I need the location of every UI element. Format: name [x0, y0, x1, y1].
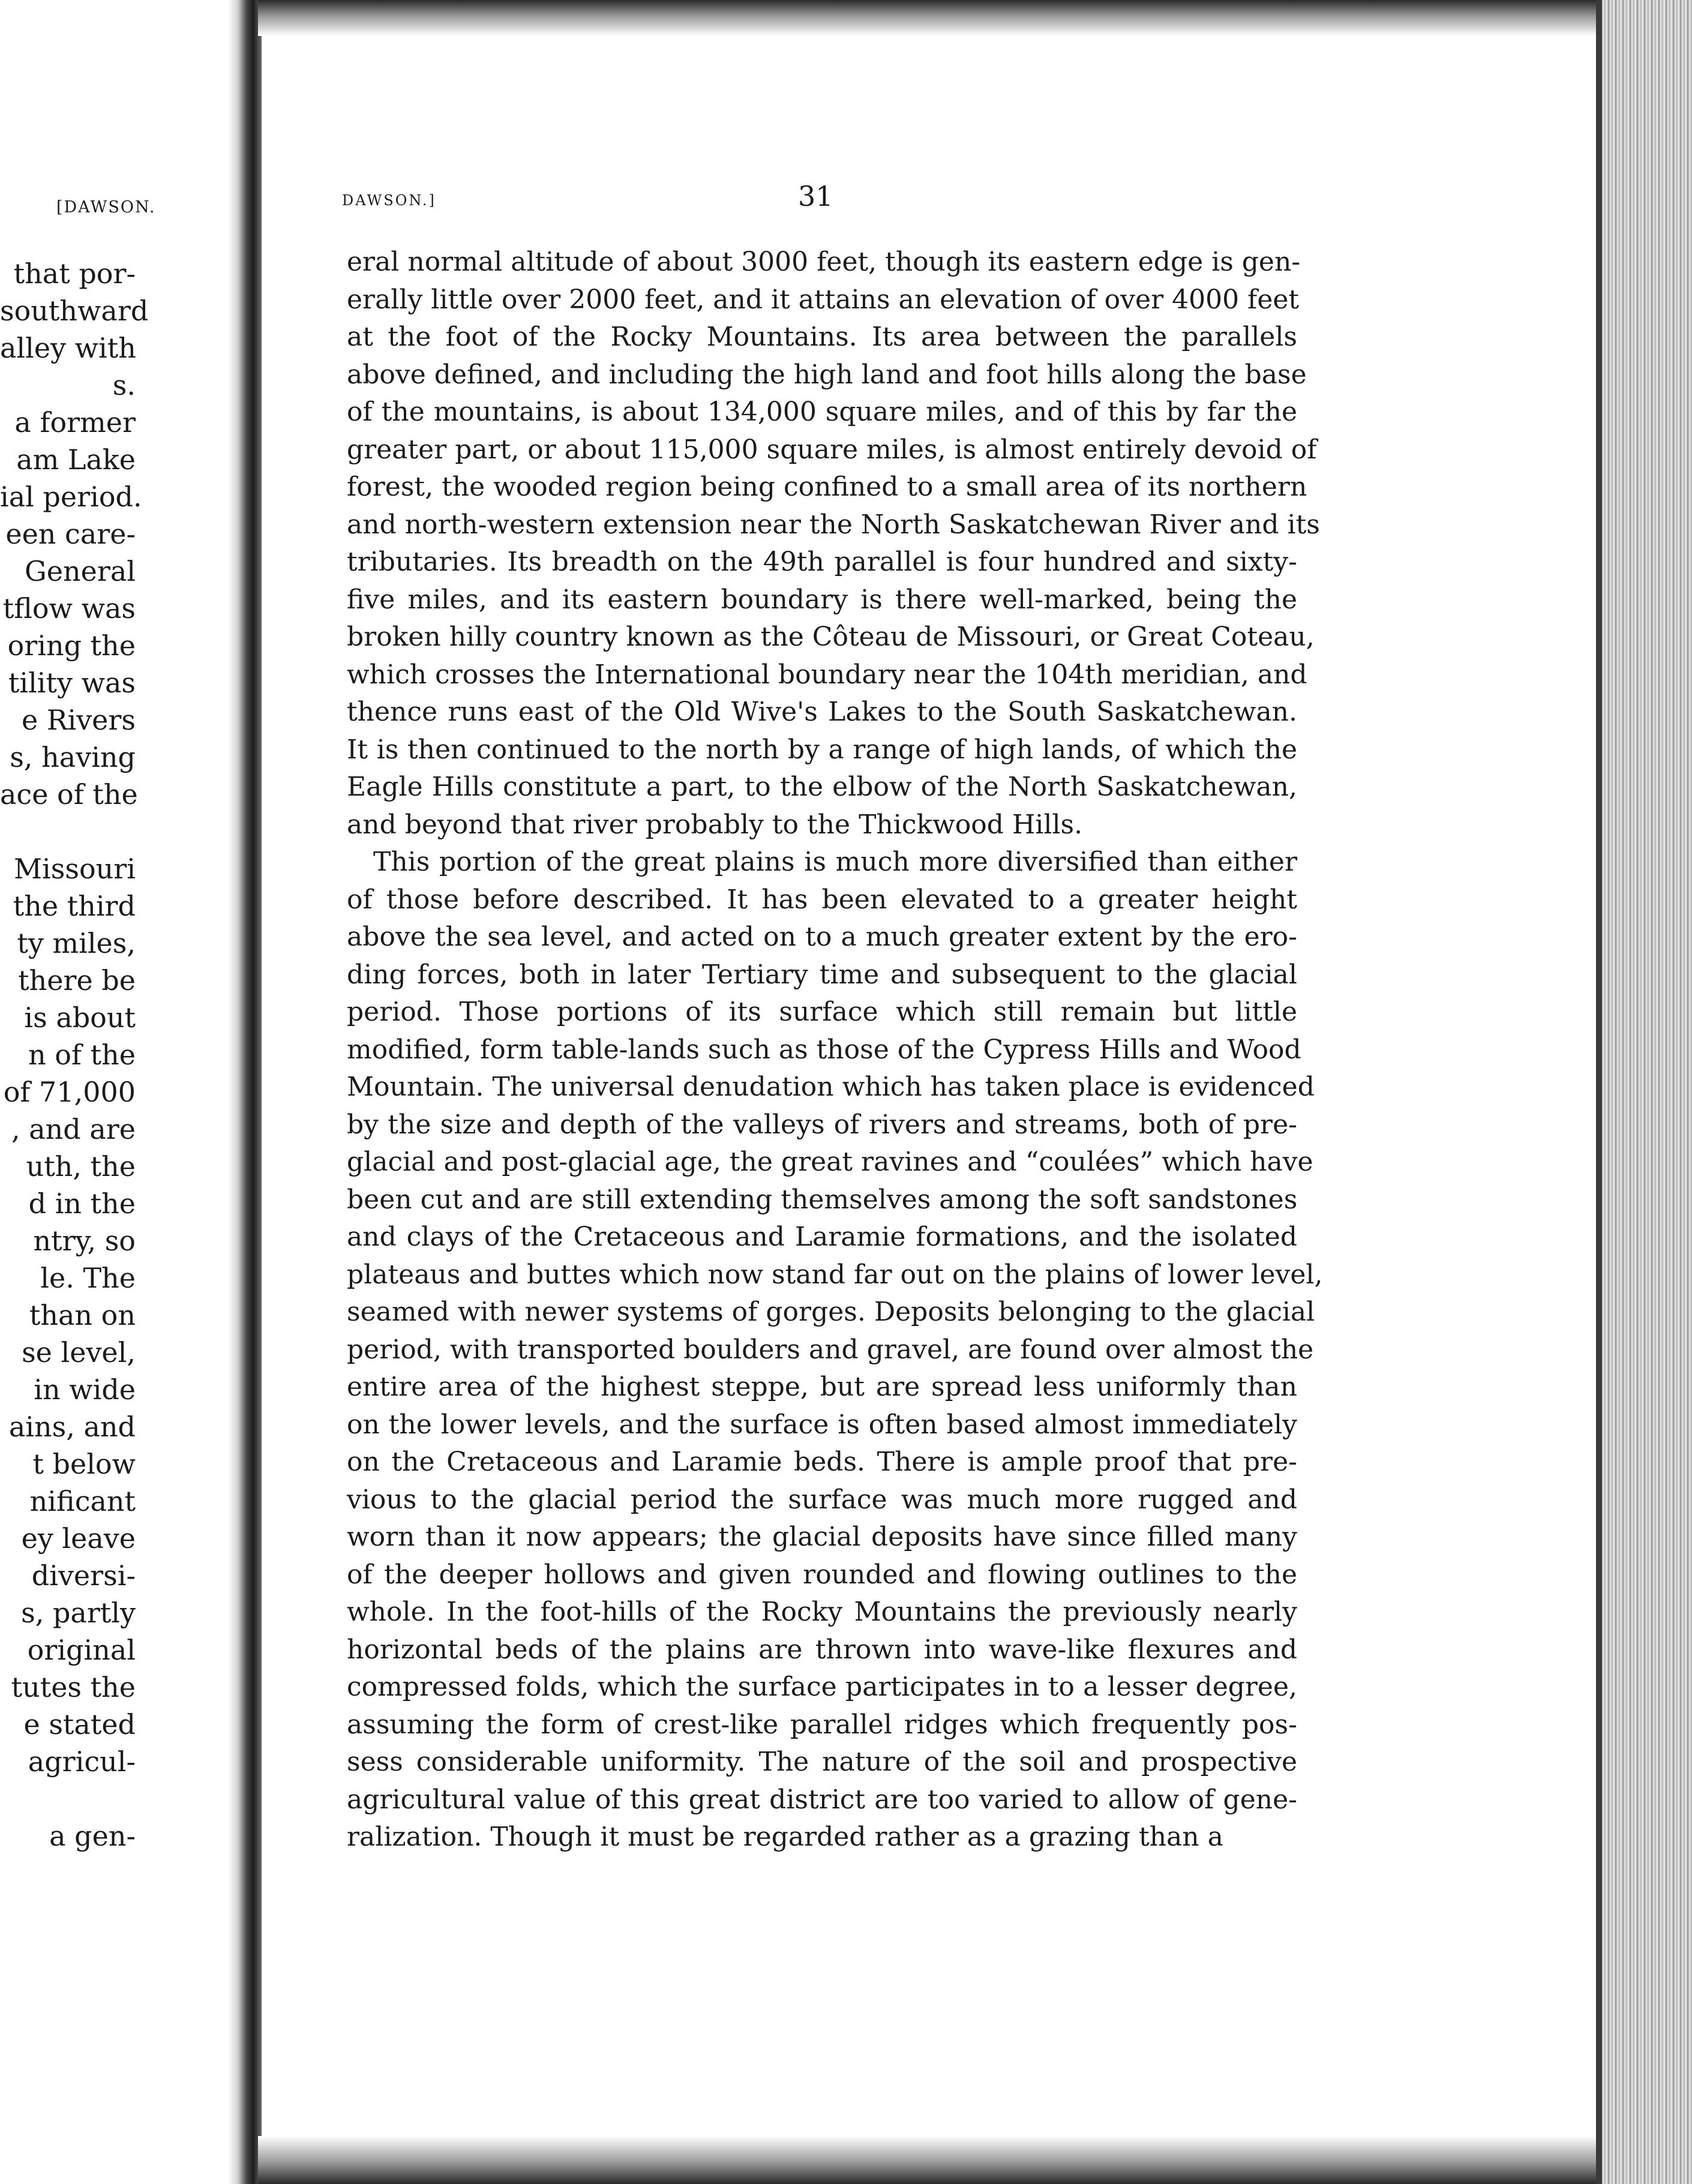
text-line: sess considerable uniformity. The nature of the soil and prospective [347, 1747, 1297, 1777]
text-line: at the foot of the Rocky Mountains. Its area between the parallels [347, 322, 1297, 352]
left-text-line: ains, and [8, 1411, 136, 1443]
left-text-line: a gen- [49, 1820, 136, 1852]
text-line: entire area of the highest steppe, but are spread less uniformly than [347, 1372, 1297, 1402]
left-text-line: in wide [34, 1373, 136, 1406]
text-line: above the sea level, and acted on to a much greater extent by the ero- [347, 922, 1297, 952]
left-text-line: diversi- [31, 1559, 136, 1592]
left-text-line: of 71,000 [3, 1076, 136, 1108]
left-text-line: s. [112, 369, 136, 401]
left-text-line: is about [24, 1001, 136, 1034]
text-line: eral normal altitude of about 3000 feet, though its eastern edge is gen- [347, 247, 1301, 277]
left-text-line: een care- [5, 518, 136, 550]
text-line: horizontal beds of the plains are thrown into wave-like flexures and [347, 1634, 1297, 1665]
running-head: DAWSON.] [342, 192, 436, 209]
left-text-line: alley with [0, 332, 136, 364]
text-line: five miles, and its eastern boundary is there well-marked, being the [347, 584, 1297, 615]
page-edge-bottom [258, 2136, 1602, 2184]
left-text-line: le. The [40, 1262, 136, 1294]
left-running-head: [DAWSON. [56, 198, 156, 217]
text-line: and beyond that river probably to the Thickwood Hills. [347, 809, 1083, 840]
left-text-line: nificant [29, 1485, 136, 1517]
left-text-line: tility was [8, 667, 136, 699]
text-line: It is then continued to the north by a range of high lands, of which the [347, 734, 1297, 765]
text-line: on the lower levels, and the surface is often based almost immediately [347, 1409, 1297, 1440]
left-text-line: than on [29, 1299, 136, 1331]
text-line: erally little over 2000 feet, and it attains an elevation of over 4000 feet [347, 284, 1300, 315]
left-text-line: ial period. [0, 481, 142, 513]
left-text-line [0, 1780, 136, 1817]
left-text-line: e stated [23, 1708, 136, 1741]
text-line: ralization. Though it must be regarded rather as a grazing than a [347, 1822, 1223, 1852]
text-line: period, with transported boulders and gravel, are found over almost the [347, 1334, 1314, 1365]
left-text-line: original [27, 1634, 136, 1666]
left-text-line: s, partly [21, 1597, 136, 1629]
text-line: compressed folds, which the surface participates in to a lesser degree, [347, 1672, 1297, 1702]
left-text-line: tflow was [2, 592, 136, 625]
text-line: broken hilly country known as the Côteau de Missouri, or Great Coteau, [347, 622, 1315, 652]
text-line: tributaries. Its breadth on the 49th parallel is four hundred and sixty- [347, 547, 1297, 577]
left-page-text [0, 255, 149, 1855]
text-line: vious to the glacial period the surface was much more rugged and [347, 1484, 1297, 1515]
left-text-line: ntry, so [33, 1225, 136, 1257]
left-text-line: uth, the [26, 1150, 136, 1183]
left-text-line: tutes the [11, 1671, 136, 1703]
page-body-text [347, 244, 1323, 1856]
text-line: worn than it now appears; the glacial deposits have since filled many [347, 1522, 1297, 1552]
text-line: plateaus and buttes which now stand far out on the plains of lower level, [347, 1259, 1323, 1290]
page-edge-top [258, 0, 1602, 36]
text-line: forest, the wooded region being confined to a small area of its northern [347, 472, 1307, 502]
text-line: period. Those portions of its surface which still remain but little [347, 997, 1297, 1027]
text-line: of the deeper hollows and given rounded and flowing outlines to the [347, 1559, 1297, 1590]
text-line: This portion of the great plains is much more diversified than either [373, 847, 1297, 877]
text-line: Eagle Hills constitute a part, to the elbow of the North Saskatchewan, [347, 772, 1297, 802]
left-text-line: southward [0, 295, 149, 327]
left-text-line: a former [14, 406, 136, 439]
left-text-line: n of the [28, 1039, 136, 1071]
text-line: and clays of the Cretaceous and Laramie formations, and the isolated [347, 1222, 1297, 1252]
text-line: which crosses the International boundary near the 104th meridian, and [347, 659, 1307, 690]
left-text-line: d in the [28, 1187, 136, 1220]
left-page-fragment [0, 198, 156, 1998]
text-line: glacial and post-glacial age, the great ravines and “coulées” which have [347, 1147, 1313, 1177]
text-line: on the Cretaceous and Laramie beds. There is ample proof that pre- [347, 1447, 1297, 1477]
book-gutter [228, 0, 262, 2184]
text-line: agricultural value of this great district are too varied to allow of gene- [347, 1784, 1297, 1815]
left-text-line: agricul- [28, 1745, 136, 1778]
text-line: and north-western extension near the North Saskatchewan River and its [347, 509, 1320, 540]
left-text-line: ey leave [21, 1522, 136, 1555]
text-line: thence runs east of the Old Wive's Lakes to the South Saskatchewan. [347, 697, 1297, 727]
left-text-line: t below [32, 1448, 136, 1480]
text-line: greater part, or about 115,000 square miles, is almost entirely devoid of [347, 434, 1317, 465]
text-line: of those before described. It has been elevated to a greater height [347, 884, 1297, 915]
left-text-line: am Lake [16, 443, 136, 476]
left-text-line: se level, [22, 1336, 136, 1369]
text-line: above defined, and including the high land and foot hills along the base [347, 359, 1307, 390]
left-text-line: ty miles, [17, 927, 136, 959]
text-line: by the size and depth of the valleys of rivers and streams, both of pre- [347, 1109, 1297, 1140]
left-text-line [0, 813, 136, 850]
left-text-line: , and are [11, 1113, 136, 1145]
left-text-line: oring the [7, 629, 136, 662]
text-line: of the mountains, is about 134,000 square miles, and of this by far the [347, 397, 1297, 427]
text-line: ding forces, both in later Tertiary time and subsequent to the glacial [347, 959, 1297, 990]
left-text-line: s, having [10, 741, 136, 773]
text-line: modified, form table-lands such as those of the Cypress Hills and Wood [347, 1034, 1301, 1065]
left-text-line: the third [13, 890, 136, 922]
page-number: 31 [798, 180, 833, 212]
left-text-line: Missouri [13, 853, 136, 885]
text-line: been cut and are still extending themselves among the soft sandstones [347, 1184, 1298, 1215]
left-text-line: General [25, 555, 136, 587]
text-line: Mountain. The universal denudation which has taken place is evidenced [347, 1072, 1315, 1102]
left-text-line: e Rivers [22, 704, 136, 736]
page-edges-stack [1596, 0, 1692, 2184]
left-text-line: there be [18, 964, 136, 997]
text-line: whole. In the foot-hills of the Rocky Mountains the previously nearly [347, 1597, 1297, 1627]
text-line: seamed with newer systems of gorges. Deposits belonging to the glacial [347, 1297, 1315, 1327]
left-text-line: ace of the [0, 778, 138, 811]
left-text-line: that por- [13, 257, 136, 290]
text-line: assuming the form of crest-like parallel ridges which frequently pos- [347, 1709, 1297, 1740]
page-header [342, 180, 1302, 222]
